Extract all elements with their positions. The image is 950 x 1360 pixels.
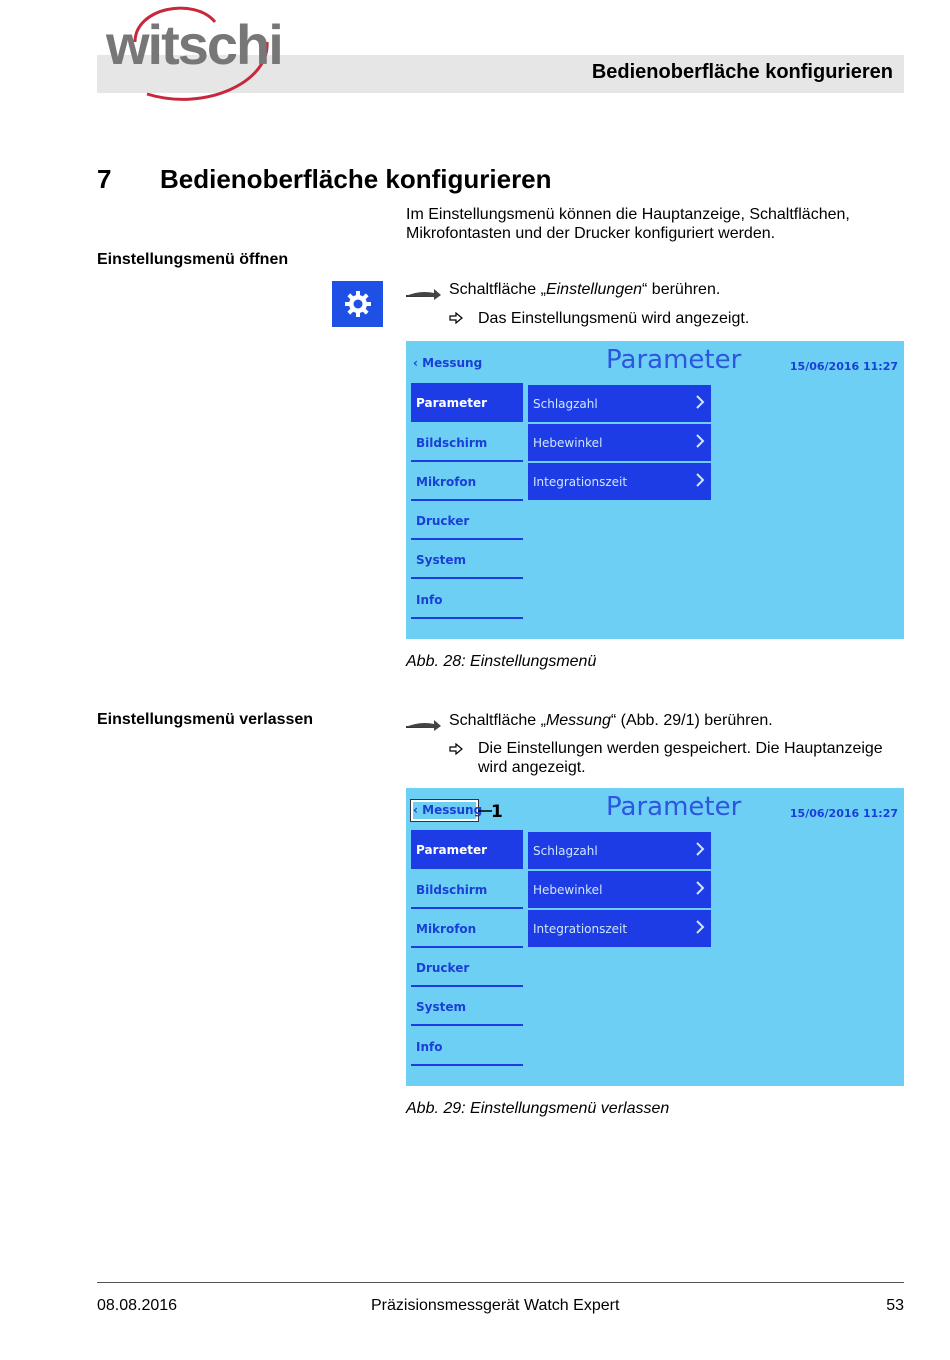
figure-28-caption: Abb. 28: Einstellungsmenü: [406, 653, 597, 670]
nav-item-system[interactable]: System: [411, 540, 523, 579]
chevron-right-icon: [695, 919, 705, 935]
back-button[interactable]: ‹ Messung: [413, 803, 483, 817]
chevron-right-icon: [695, 394, 705, 410]
nav-item-parameter[interactable]: Parameter: [411, 830, 523, 869]
result-text-leave: [478, 739, 883, 777]
nav-item-mikrofon[interactable]: Mikrofon: [411, 909, 523, 948]
settings-screen-figure-29: [406, 788, 904, 1086]
footer-date: 08.08.2016: [97, 1297, 178, 1314]
list-item-schlagzahl[interactable]: Schlagzahl: [528, 385, 711, 422]
chevron-right-icon: [695, 433, 705, 449]
settings-screen-figure-28: [406, 341, 904, 639]
callout-number: 1: [491, 802, 503, 822]
section-heading-open: Einstellungsmenü öffnen: [97, 251, 289, 268]
intro-line: Mikrofontasten und der Drucker konfiguriert werden.: [406, 225, 776, 242]
chevron-right-icon: [695, 841, 705, 857]
step-text-leave: Schaltfläche „Messung“ (Abb. 29/1) berühren.: [449, 712, 773, 729]
figure-29-caption: Abb. 29: Einstellungsmenü verlassen: [406, 1100, 670, 1117]
list-item-integrationszeit[interactable]: Integrationszeit: [528, 463, 711, 500]
footer-divider: [97, 1282, 904, 1283]
settings-button[interactable]: [332, 281, 383, 327]
result-line: Die Einstellungen werden gespeichert. Die Hauptanzeige: [478, 740, 883, 757]
result-arrow-icon: [449, 312, 463, 324]
nav-item-mikrofon[interactable]: Mikrofon: [411, 462, 523, 501]
screen-title: Parameter: [606, 792, 742, 822]
chapter-title: Bedienoberfläche konfigurieren: [160, 164, 552, 194]
list-item-hebewinkel[interactable]: Hebewinkel: [528, 424, 711, 461]
intro-paragraph: [406, 205, 850, 243]
chevron-right-icon: [695, 880, 705, 896]
chevron-right-icon: [695, 472, 705, 488]
result-text-open: Das Einstellungsmenü wird angezeigt.: [478, 310, 750, 327]
list-item-schlagzahl[interactable]: Schlagzahl: [528, 832, 711, 869]
screen-datetime: 15/06/2016 11:27: [789, 807, 898, 820]
nav-item-drucker[interactable]: Drucker: [411, 948, 523, 987]
gear-icon: [343, 289, 373, 319]
footer-product: Präzisionsmessgerät Watch Expert: [371, 1297, 620, 1314]
nav-item-bildschirm[interactable]: Bildschirm: [411, 423, 523, 462]
logo-text: witschi: [106, 13, 282, 76]
step-arrow-icon: [406, 719, 441, 733]
step-text-open: Schaltfläche „Einstellungen“ berühren.: [449, 281, 721, 298]
page-number: 53: [886, 1297, 904, 1314]
callout-leader-line: [478, 809, 492, 813]
chapter-number: 7: [97, 164, 112, 194]
back-button[interactable]: ‹ Messung: [413, 356, 483, 370]
step-arrow-icon: [406, 288, 441, 302]
result-arrow-icon: [449, 743, 463, 755]
nav-item-parameter[interactable]: Parameter: [411, 383, 523, 422]
nav-item-drucker[interactable]: Drucker: [411, 501, 523, 540]
running-title: Bedienoberfläche konfigurieren: [591, 61, 893, 83]
nav-item-system[interactable]: System: [411, 987, 523, 1026]
section-heading-leave: Einstellungsmenü verlassen: [97, 711, 314, 728]
intro-line: Im Einstellungsmenü können die Hauptanzeige, Schaltflächen,: [406, 206, 850, 223]
nav-item-info[interactable]: Info: [411, 1027, 523, 1066]
screen-title: Parameter: [606, 345, 742, 375]
screen-datetime: 15/06/2016 11:27: [789, 360, 898, 373]
nav-item-info[interactable]: Info: [411, 580, 523, 619]
list-item-hebewinkel[interactable]: Hebewinkel: [528, 871, 711, 908]
list-item-integrationszeit[interactable]: Integrationszeit: [528, 910, 711, 947]
result-line: wird angezeigt.: [478, 759, 586, 776]
nav-item-bildschirm[interactable]: Bildschirm: [411, 870, 523, 909]
